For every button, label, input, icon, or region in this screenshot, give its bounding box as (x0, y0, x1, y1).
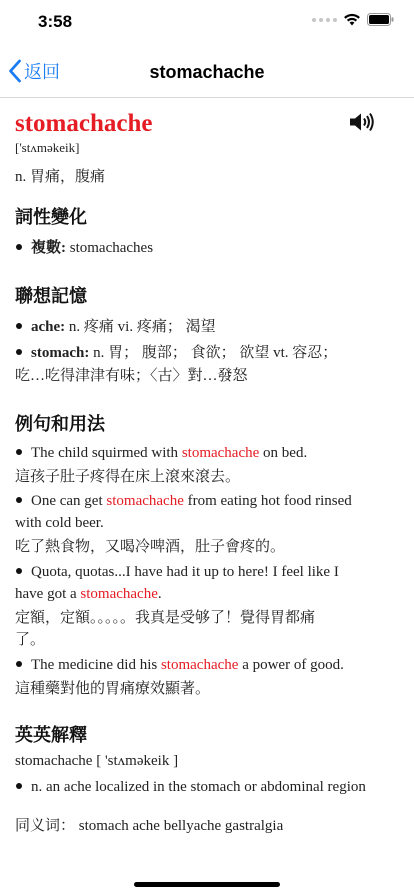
nav-title: stomachache (149, 62, 265, 82)
back-button[interactable] (8, 58, 60, 84)
section-title-association: 聯想記憶 (15, 286, 87, 307)
example-translation: 這種藥對他的胃痛療效顯著。 (15, 681, 211, 697)
bullet-icon (16, 497, 22, 503)
english-headline: stomachache [ 'stʌməkeik ] (15, 753, 179, 769)
bullet-icon (16, 661, 22, 667)
synonyms: 同义词： stomach ache bellyache gastralgia (15, 818, 284, 834)
english-definition: n. an ache localized in the stomach or abdominal region (15, 776, 403, 798)
speaker-icon (349, 112, 375, 132)
bullet-icon (16, 449, 22, 455)
phonetic: ['stʌməkeik] (15, 140, 80, 155)
example-translation: 這孩子肚子疼得在床上滾來滾去。 (15, 469, 241, 485)
speaker-button[interactable] (349, 112, 375, 137)
home-indicator (134, 882, 280, 887)
example-translation: 定額，定額。。。。。我真是受够了！覺得胃都痛 (15, 610, 316, 626)
list-item: 複數: stomachaches (15, 237, 403, 259)
example-sentence-continuation: have got a stomachache. (15, 586, 162, 602)
example-sentence: One can get stomachache from eating hot food rinsed (15, 490, 403, 512)
status-icons (312, 13, 394, 26)
navigation-bar (0, 46, 414, 98)
status-time: 3:58 (38, 12, 73, 31)
bullet-icon (16, 568, 22, 574)
example-translation-continuation: 了。 (15, 632, 46, 648)
list-item: stomach: n. 胃； 腹部； 食欲； 欲望 vt. 容忍； (15, 342, 403, 364)
headword: stomachache (15, 110, 153, 137)
bullet-icon (16, 783, 22, 789)
bullet-icon (16, 349, 22, 355)
section-title-english: 英英解釋 (15, 725, 87, 746)
example-sentence: Quota, quotas...I have had it up to here! I feel like I (15, 561, 403, 583)
example-sentence-continuation: with cold beer. (15, 515, 104, 531)
bullet-icon (16, 244, 22, 250)
list-item: ache: n. 疼痛 vi. 疼痛； 渴望 (15, 316, 403, 338)
chevron-left-icon (8, 59, 22, 83)
status-bar (0, 0, 414, 46)
example-sentence: The child squirmed with stomachache on bed. (15, 442, 403, 464)
wifi-icon (343, 13, 361, 26)
list-item-continuation: 吃…吃得津津有味；〈古〉對…發怒 (15, 368, 248, 384)
signal-icon (312, 18, 337, 22)
definition: n. 胃痛，腹痛 (15, 169, 106, 185)
battery-icon (367, 13, 394, 26)
section-title-examples: 例句和用法 (15, 414, 105, 435)
section-title-inflection: 詞性變化 (15, 207, 87, 228)
back-label: 返回 (24, 62, 60, 82)
example-translation: 吃了熱食物，又喝冷啤酒，肚子會疼的。 (15, 539, 286, 555)
bullet-icon (16, 323, 22, 329)
example-sentence: The medicine did his stomachache a power of good. (15, 654, 403, 676)
